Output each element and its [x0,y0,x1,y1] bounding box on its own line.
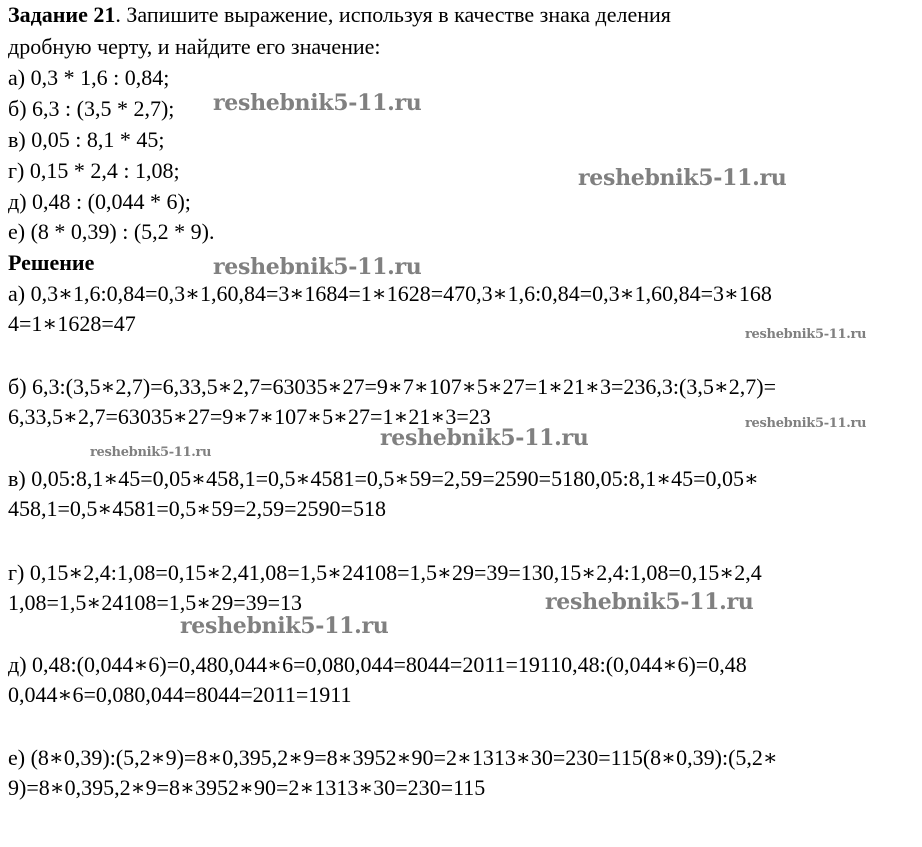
task-item-e: д) 0,48 : (0,044 * 6); [8,189,191,214]
task-line-1 [8,2,671,28]
solution-line-c1: в) 0,05:8,1∗45=0,05∗458,1=0,5∗4581=0,5∗59=2,59=2590=5180,05:8,1∗45=0,05∗ [8,466,760,491]
solution-line-e2: 0,044∗6=0,080,044=8044=2011=1911 [8,682,352,707]
solution-line-a2: 4=1∗1628=47 [8,311,136,336]
watermark: reshebnik5-11.ru [213,254,422,280]
task-item-f: е) (8 * 0,39) : (5,2 * 9). [8,219,215,244]
watermark: reshebnik5-11.ru [90,445,212,460]
watermark: reshebnik5-11.ru [545,589,754,615]
watermark: reshebnik5-11.ru [380,425,589,451]
solution-line-a1: а) 0,3∗1,6:0,84=0,3∗1,60,84=3∗1684=1∗1628=470,3∗1,6:0,84=0,3∗1,60,84=3∗168 [8,281,772,306]
solution-line-b2: 6,33,5∗2,7=63035∗27=9∗7∗107∗5∗27=1∗21∗3=23 [8,404,491,429]
solution-line-e1: д) 0,48:(0,044∗6)=0,480,044∗6=0,080,044=8044=2011=19110,48:(0,044∗6)=0,48 [8,652,747,677]
solution-line-c2: 458,1=0,5∗4581=0,5∗59=2,59=2590=518 [8,496,386,521]
solution-line-f1: е) (8∗0,39):(5,2∗9)=8∗0,395,2∗9=8∗3952∗90=2∗1313∗30=230=115(8∗0,39):(5,2∗ [8,745,778,770]
task-text-line-1: . Запишите выражение, используя в качестве знака деления [115,2,671,27]
task-item-b: б) 6,3 : (3,5 * 2,7); [8,96,175,121]
solution-heading: Решение [8,250,95,275]
watermark: reshebnik5-11.ru [745,416,867,431]
watermark: reshebnik5-11.ru [180,613,389,639]
watermark: reshebnik5-11.ru [578,165,787,191]
watermark: reshebnik5-11.ru [213,90,422,116]
solution-line-d1: г) 0,15∗2,4:1,08=0,15∗2,41,08=1,5∗24108=1,5∗29=39=130,15∗2,4:1,08=0,15∗2,4 [8,560,762,585]
task-item-a: а) 0,3 * 1,6 : 0,84; [8,65,170,90]
solution-line-d2: 1,08=1,5∗24108=1,5∗29=39=13 [8,590,303,615]
task-heading: Задание 21 [8,2,116,27]
solution-line-b1: б) 6,3:(3,5∗2,7)=6,33,5∗2,7=63035∗27=9∗7∗107∗5∗27=1∗21∗3=236,3:(3,5∗2,7)= [8,374,777,399]
solution-line-f2: 9)=8∗0,395,2∗9=8∗3952∗90=2∗1313∗30=230=115 [8,775,486,800]
task-text-line-2: дробную черту, и найдите его значение: [8,34,381,59]
watermark: reshebnik5-11.ru [745,327,867,342]
task-item-d: г) 0,15 * 2,4 : 1,08; [8,158,180,183]
task-item-c: в) 0,05 : 8,1 * 45; [8,127,165,152]
